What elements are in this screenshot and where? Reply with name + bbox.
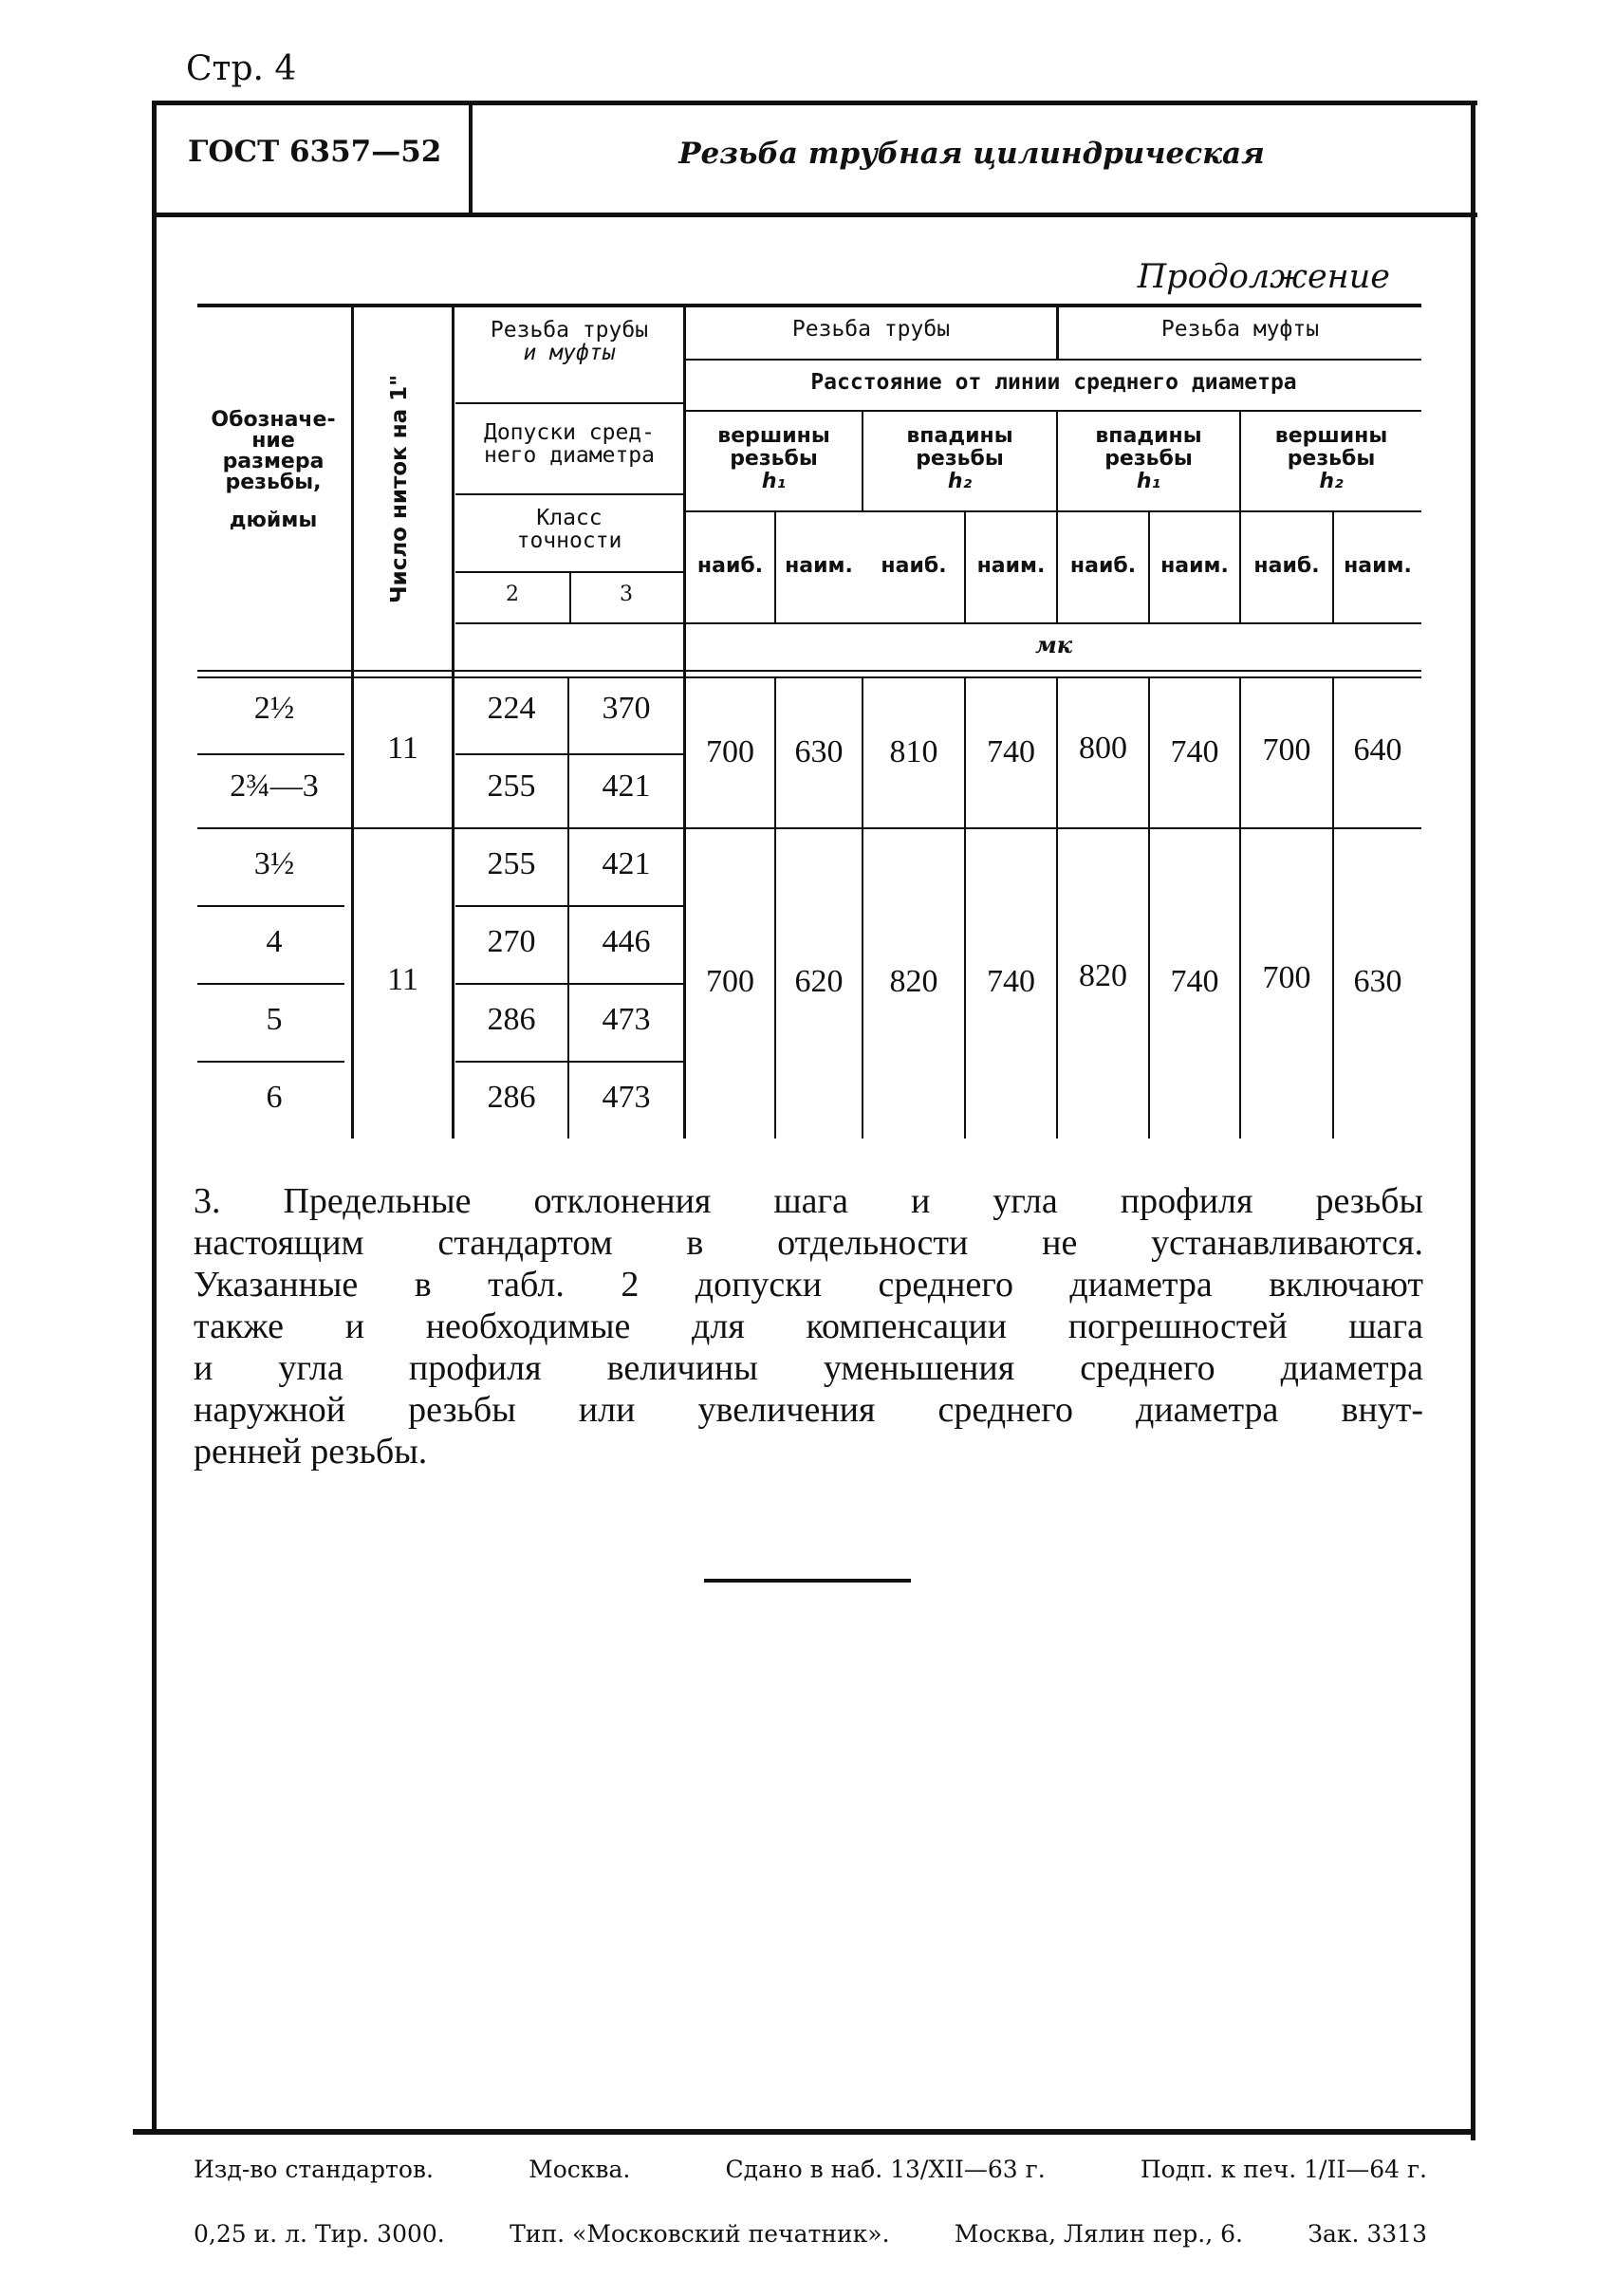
header-class-3: 3	[620, 583, 633, 606]
header-tolerance	[455, 421, 683, 467]
frame-bottom-border	[133, 2129, 1475, 2135]
class2-cell: 255	[487, 846, 536, 881]
imprint-print-date: Подп. к печ. 1/II—64 г.	[1140, 2156, 1427, 2183]
header-designation-line: Обозначе-	[211, 408, 336, 432]
imprint-order: Зак. 3313	[1308, 2220, 1427, 2248]
imprint-volume-run: 0,25 и. л. Тир. 3000.	[194, 2220, 445, 2248]
header-tolerance-line: Допуски сред-	[483, 420, 655, 445]
header-bottom-rule-1	[197, 670, 1421, 672]
paragraph-line: также и необходимые для компенсации погрешностей шага	[194, 1306, 1423, 1346]
value-cell: 800	[1079, 731, 1127, 766]
paragraph-line: и угла профиля величины уменьшения среднего диаметра	[194, 1348, 1423, 1388]
row-rule	[197, 983, 344, 985]
header-max: наиб.	[1253, 554, 1320, 578]
paragraph-line: настоящим стандартом в отдельности не устанавливаются.	[194, 1223, 1423, 1263]
header-pipe-coupling-line: и муфты	[523, 341, 616, 365]
class2-cell: 286	[487, 1002, 536, 1037]
header-subgroup	[686, 425, 862, 493]
value-cell: 700	[1262, 732, 1311, 768]
header-designation	[197, 410, 349, 531]
header-pipe-thread: Резьба трубы	[791, 317, 951, 342]
header-tolerance-line: него диаметра	[483, 443, 655, 468]
header-coupling-thread: Резьба муфты	[1160, 317, 1320, 342]
row-rule	[455, 753, 683, 755]
row-rule	[197, 905, 344, 907]
clause-3-paragraph	[194, 1180, 1423, 1472]
size-cell: 2½	[253, 691, 295, 726]
value-cell: 620	[794, 964, 844, 999]
header-units: мк	[1034, 631, 1073, 658]
size-cell: 6	[266, 1080, 283, 1115]
class2-cell: 224	[487, 691, 536, 726]
frame-top-border	[152, 101, 1477, 105]
row-rule	[455, 1061, 683, 1063]
value-cell: 700	[706, 964, 754, 999]
imprint-publisher: Изд-во стандартов.	[194, 2156, 434, 2183]
header-subgroup	[1241, 425, 1421, 493]
class3-cell: 473	[602, 1002, 651, 1037]
header-min: наим.	[1160, 554, 1229, 578]
header-pipe-coupling-line: Резьба трубы	[490, 318, 649, 343]
row-rule	[197, 753, 344, 755]
imprint-line-2	[194, 2220, 1427, 2248]
class3-cell: 421	[602, 768, 651, 804]
frame-right-border	[1471, 101, 1475, 2140]
row-rule	[455, 983, 683, 985]
table-top-rule	[197, 304, 1421, 307]
header-rule	[152, 213, 1477, 217]
value-cell: 740	[987, 964, 1035, 999]
subgroup-line: резьбы	[1287, 447, 1376, 471]
header-max: наиб.	[696, 554, 764, 578]
header-max: наиб.	[881, 554, 947, 578]
subgroup-line: вершины	[1274, 424, 1388, 448]
class3-cell: 370	[602, 691, 651, 726]
paragraph-line: 3. Предельные отклонения шага и угла профиля резьбы	[194, 1181, 1423, 1221]
class2-cell: 286	[487, 1080, 536, 1115]
header-threads-per-inch: Число ниток на 1"	[387, 374, 412, 603]
header-subgroup	[863, 425, 1056, 493]
rule-above-units	[455, 622, 1421, 624]
subgroup-symbol: h₂	[1319, 470, 1344, 493]
value-cell: 630	[1353, 964, 1402, 999]
header-designation-line: дюймы	[229, 509, 318, 532]
paragraph-line: Указанные в табл. 2 допуски среднего диаметра включают	[194, 1265, 1423, 1305]
frame-left-border	[152, 101, 157, 2131]
paragraph-line: наружной резьбы или увеличения среднего диаметра внут-	[194, 1390, 1423, 1430]
value-cell: 810	[889, 734, 938, 769]
col-rule	[351, 306, 354, 1139]
class3-cell: 421	[602, 846, 651, 881]
end-of-text-rule	[704, 1579, 911, 1583]
value-cell: 820	[1079, 958, 1127, 993]
class2-cell: 255	[487, 768, 536, 804]
rule-under-pipe-coupling	[455, 402, 683, 404]
header-max: наиб.	[1069, 554, 1137, 578]
header-class-line: Класс	[536, 506, 603, 530]
subgroup-line: вершины	[717, 424, 830, 448]
header-min: наим.	[976, 554, 1046, 578]
size-cell: 4	[266, 924, 283, 959]
threads-cell: 11	[387, 962, 418, 997]
subgroup-line: резьбы	[730, 447, 818, 471]
value-cell: 740	[1170, 964, 1219, 999]
document-title: Резьба трубная цилиндрическая	[678, 137, 1265, 171]
value-cell: 630	[794, 734, 844, 769]
subgroup-line: впадины	[1095, 424, 1202, 448]
rule-under-subgroups	[686, 510, 1421, 512]
header-class-line: точности	[516, 528, 622, 553]
header-min: наим.	[785, 554, 853, 578]
row-rule	[455, 905, 683, 907]
size-cell: 2¾—3	[230, 768, 319, 804]
standard-code: ГОСТ 6357—52	[188, 135, 442, 169]
header-distance: Расстояние от линии среднего диаметра	[810, 370, 1297, 395]
paragraph-line: ренней резьбы.	[194, 1432, 428, 1472]
class2-cell: 270	[487, 924, 536, 959]
class3-cell: 446	[602, 924, 651, 959]
value-cell: 640	[1353, 732, 1402, 768]
header-designation-line: ние	[251, 429, 295, 453]
header-bottom-rule-2	[197, 676, 1421, 678]
imprint-line-1	[194, 2156, 1427, 2183]
col-rule-class	[567, 677, 569, 1139]
size-cell: 5	[266, 1002, 283, 1037]
header-subgroup	[1058, 425, 1239, 493]
header-class-2: 2	[506, 583, 519, 606]
subgroup-line: впадины	[906, 424, 1013, 448]
row-rule	[197, 1061, 344, 1063]
page-number: Стр. 4	[186, 49, 297, 88]
subgroup-line: резьбы	[1104, 447, 1193, 471]
header-class	[455, 507, 683, 552]
value-cell: 740	[987, 734, 1035, 769]
value-cell: 700	[706, 734, 754, 769]
threads-cell: 11	[387, 731, 418, 766]
imprint-city: Москва.	[529, 2156, 631, 2183]
subgroup-symbol: h₁	[761, 470, 787, 493]
size-cell: 3½	[253, 846, 295, 881]
rule-under-tolerance	[455, 493, 683, 495]
value-cell: 700	[1262, 960, 1311, 995]
rule-under-distance	[686, 410, 1421, 412]
subgroup-line: резьбы	[916, 447, 1004, 471]
rule-under-groups	[686, 359, 1421, 361]
subgroup-symbol: h₂	[947, 470, 973, 493]
value-cell: 740	[1170, 734, 1219, 769]
imprint-address: Москва, Лялин пер., 6.	[954, 2220, 1243, 2248]
subgroup-symbol: h₁	[1136, 470, 1161, 493]
imprint-printer: Тип. «Московский печатник».	[510, 2220, 890, 2248]
col-rule	[452, 306, 455, 1139]
thread-table	[197, 304, 1421, 1139]
value-cell: 820	[889, 964, 938, 999]
continuation-label: Продолжение	[1137, 258, 1390, 296]
header-designation-line: резьбы,	[225, 471, 322, 494]
class3-cell: 473	[602, 1080, 651, 1115]
header-pipe-coupling	[455, 319, 683, 364]
imprint-typeset-date: Сдано в наб. 13/XII—63 г.	[725, 2156, 1046, 2183]
header-designation-line: размера	[222, 450, 325, 473]
group-separator-rule	[197, 827, 1421, 829]
header-min: наим.	[1344, 554, 1412, 578]
